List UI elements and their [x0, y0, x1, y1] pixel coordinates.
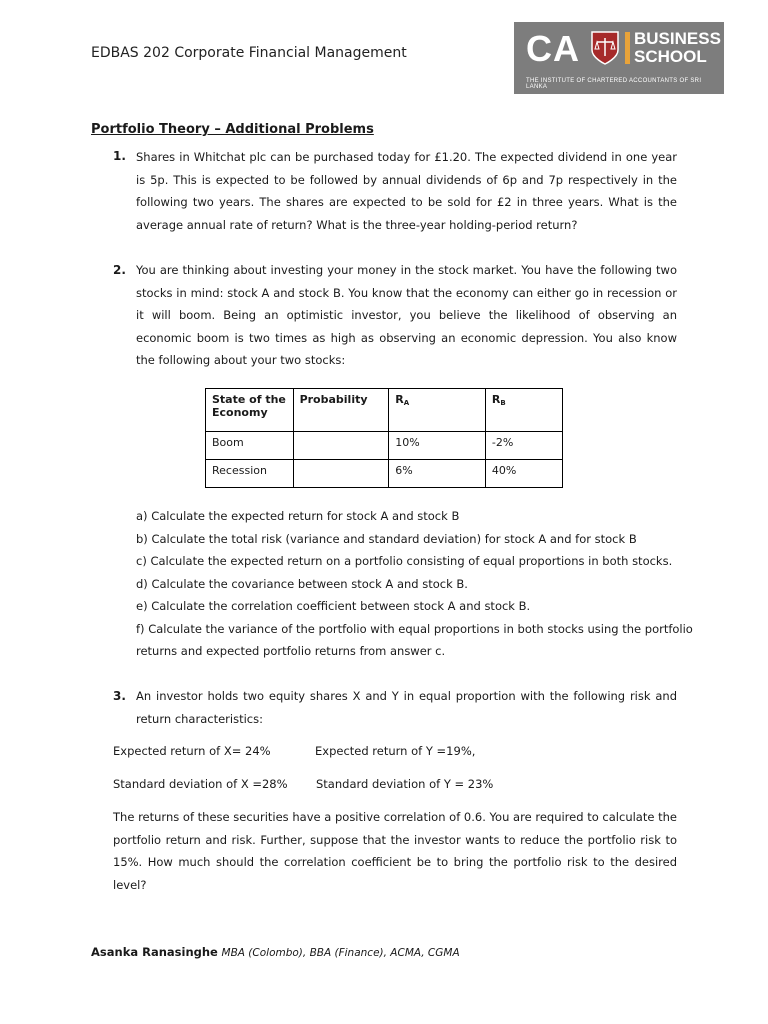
question-3-number: 3.: [113, 689, 126, 703]
table-row: [206, 432, 563, 460]
cell-ra: 10%: [389, 432, 486, 460]
scales-shield-icon: [590, 30, 620, 66]
logo-school-text: SCHOOL: [634, 47, 707, 66]
author-name: Asanka Ranasinghe: [91, 945, 218, 959]
header-probability: Probability: [293, 389, 389, 432]
cell-state: Recession: [206, 460, 294, 488]
cell-probability: [293, 460, 389, 488]
question-2-parts: [136, 505, 693, 663]
author-credentials: MBA (Colombo), BBA (Finance), ACMA, CGMA: [221, 947, 460, 959]
author-footer: [91, 945, 460, 959]
part-f-continued: returns and expected portfolio returns from answer c.: [136, 644, 446, 658]
course-header: EDBAS 202 Corporate Financial Management: [91, 45, 407, 61]
logo-accent-bar: [625, 32, 630, 64]
header-rb: [485, 389, 562, 432]
header-ra: [389, 389, 486, 432]
table-header-row: [206, 389, 563, 432]
ca-business-school-logo: [514, 22, 724, 94]
header-ra-letter: R: [395, 393, 404, 406]
question-1-text: Shares in Whitchat plc can be purchased today for £1.20. The expected dividend in one year is 5p. This is expected to be followed by annual dividends of 6p and 7p respectively in the following two years. The shares are expected to be sold for £2 in three years. What is the average annual rate of return? What is the three-year holding-period return?: [136, 150, 677, 232]
cell-rb: 40%: [485, 460, 562, 488]
economy-state-table: [205, 388, 563, 488]
cell-probability: [293, 432, 389, 460]
logo-business-text: BUSINESS: [634, 29, 721, 48]
part-e: e) Calculate the correlation coefficient between stock A and stock B.: [136, 599, 531, 613]
header-ra-subscript: A: [403, 399, 410, 407]
logo-institute-text: THE INSTITUTE OF CHARTERED ACCOUNTANTS OF SRI LANKA: [526, 78, 702, 90]
part-d: d) Calculate the covariance between stock A and stock B.: [136, 576, 468, 591]
header-rb-letter: R: [491, 393, 501, 406]
document-title: Portfolio Theory – Additional Problems: [91, 122, 374, 137]
cell-rb: -2%: [485, 432, 562, 460]
header-state: State of the Economy: [206, 389, 294, 432]
part-f: f) Calculate the variance of the portfolio with equal proportions in both stocks using the portfolio: [136, 621, 693, 636]
std-dev-x: Standard deviation of X =28%: [113, 777, 288, 791]
question-1-number: 1.: [113, 149, 126, 163]
question-2-number: 2.: [113, 263, 126, 277]
cell-ra: 6%: [389, 460, 486, 488]
question-2-text: You are thinking about investing your money in the stock market. You have the following two stocks in mind: stock A and stock B. You know that the economy can either go in recession or it will boom. Being an optimistic investor, you believe the likelihood of observing an economic boom is two times as high as observing an economic depression. You also know the following about your two stocks:: [136, 263, 677, 367]
part-a: a) Calculate the expected return for stock A and stock B: [136, 509, 460, 523]
part-b: b) Calculate the total risk (variance and standard deviation) for stock A and for stock B: [136, 531, 637, 546]
logo-ca-text: CA: [526, 28, 580, 69]
header-rb-subscript: B: [500, 399, 506, 407]
table-row: [206, 460, 563, 488]
expected-return-x: Expected return of X= 24%: [113, 744, 271, 758]
question-3-closing: The returns of these securities have a positive correlation of 0.6. You are required to calculate the portfolio return and risk. Further, suppose that the investor wants to reduce the portfolio risk to 15%. How much should the correlation coefficient be to bring the portfolio risk to the desired level?: [113, 810, 677, 892]
part-c: c) Calculate the expected return on a portfolio consisting of equal proportions in both stocks.: [136, 554, 673, 568]
expected-return-y: Expected return of Y =19%,: [315, 744, 476, 758]
question-3-text: An investor holds two equity shares X and Y in equal proportion with the following risk and return characteristics:: [136, 689, 677, 726]
cell-state: Boom: [206, 432, 294, 460]
std-dev-y: Standard deviation of Y = 23%: [316, 777, 494, 791]
